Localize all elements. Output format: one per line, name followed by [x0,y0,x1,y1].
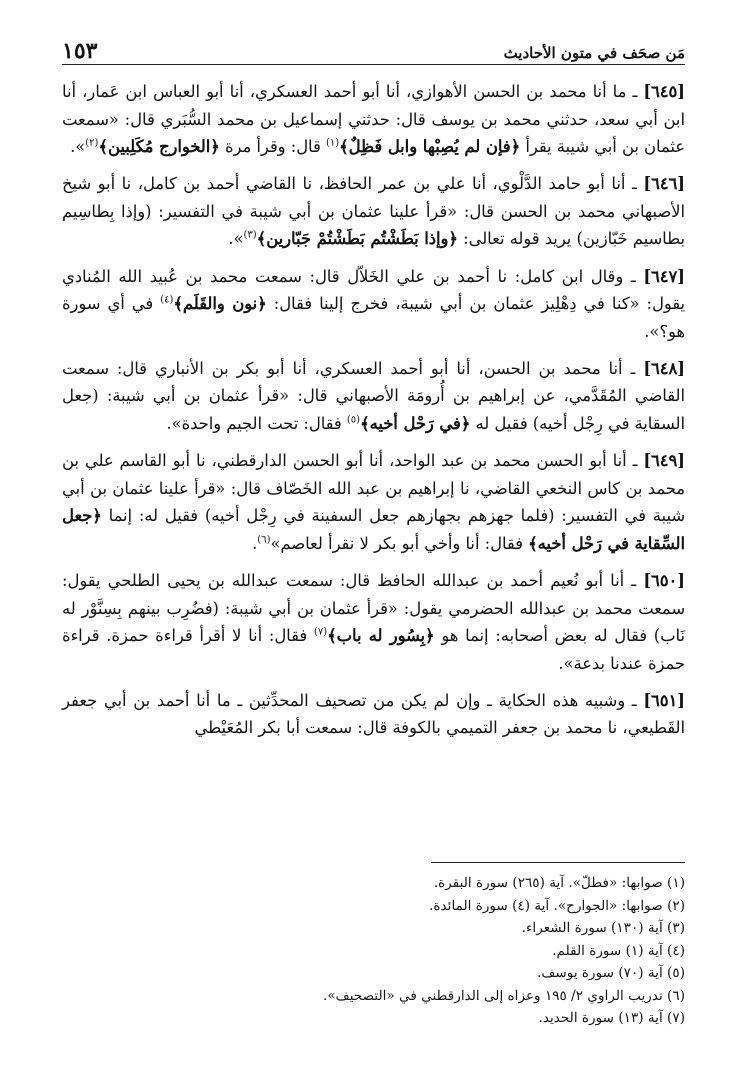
footnote: (٥) آية (٧٠) سورة يوسف. [537,965,685,981]
footnote-reference: (١) [325,137,340,149]
paragraph [62,687,685,742]
text-segment: قال: وقرأ مرة [219,137,326,157]
paragraph-number: [٦٤٦] [643,174,685,194]
paragraph [62,567,685,677]
paragraph [62,170,685,253]
running-title: مَن صحَف في متون الأحاديث [503,44,685,62]
paragraph-number: [٦٤٨] [643,358,685,378]
footnote-reference: (٣) [243,230,257,242]
page-number: ١٥٣ [62,38,98,64]
text-segment: ». [228,229,244,249]
paragraph [62,78,685,161]
footnote-reference: (٤) [160,294,174,306]
text-segment: ـ أنا أبو حامد الدَّلْوي، أنا علي بن عمر الحافظ، نا القاضي أحمد بن كامل، نا أبو شيخ الأصبهاني محمد بن الحسن قال: «قرأ علينا عثمان بن أبي شيبة في التفسير: (وإذا بِطاسِيم بطاسيم خَبّازين) يريد قوله تعالى: [62,174,685,249]
text-segment: ـ أنا أبو الحسن محمد بن عبد الواحد، أنا أبو الحسن الدارقطني، نا أبو القاسم علي بن محمد بن كاس النخعي القاضي، نا إبراهيم بن عبد الله الخَصّاف قال: «قرأ علينا عثمان بن أبي شيبة في التفسير: (فلما جهزهم بجهازهم جعل السفينة في رِجْل أخيه) فقيل له: إنما [62,451,685,526]
text-segment: فقال: أنا لا أقرأ قراءة حمزة. قراءة حمزة عندنا بدعة». [62,626,685,673]
quran-quote: ﴿وإذا بَطَشْتُم بَطَشْتُمْ جَبّارين﴾ [256,229,458,249]
text-segment: في أي سورة هو؟». [62,294,685,341]
text-segment: . [252,533,258,553]
footnote: (٦) تدريب الراوي ٢/ ١٩٥ وعزاه إلى الدارقطني في «التصحيف». [323,987,685,1004]
paragraph-number: [٦٤٧] [643,266,685,286]
text-segment: ـ وقال ابن كامل: نا أحمد بن علي الخَلاّل قال: سمعت محمد بن عُبيد الله المُنادي يقول: «كنا في دِهْلِيز عثمان بن أبي شيبة، فخرج إلينا فقال: [62,266,685,314]
footnote: (٢) صوابها: «الجوارح». آية (٤) سورة المائدة. [429,897,685,914]
paragraph [62,263,685,346]
footnotes [62,872,685,1030]
paragraph [62,355,685,438]
paragraph-number: [٦٥١] [643,690,685,710]
text-segment: فقال: أنا وأخي أبو بكر لا نقرأ لعاصم» [270,533,529,553]
quran-quote: ﴿بِسُور له باب﴾ [327,626,435,646]
quran-quote: ﴿نون والقَلَم﴾ [173,294,267,314]
footnote: (٣) آية (١٣٠) سورة الشعراء. [521,920,685,936]
footnote: (٧) آية (١٣) سورة الحديد. [538,1010,685,1026]
page-header [62,40,685,65]
footnote-reference: (٥) [346,414,361,426]
text-segment: ـ أنا أبو نُعيم أحمد بن عبدالله الحافظ قال: سمعت عبدالله بن يحيى الطلحي يقول: سمعت محمد بن عبدالله الحضرمي يقول: «قرأ عثمان بن أبي شيبة: (فضُرِب بينهم بِسِنَّوْر له نَاب) فقال له بعض أصحابه: إنما هو [62,571,685,646]
paragraph-number: [٦٤٩] [643,451,685,471]
footnote-reference: (٧) [313,626,328,638]
text-segment: ـ وشبيه هذه الحكاية ـ وإن لم يكن من تصحيف المحدِّثين ـ ما أنا أحمد بن أبي جعفر القَطيعي، نا محمد بن جعفر التميمي بالكوفة قال: سمعت أبا بكر المُعَيْطي [62,690,685,738]
quran-quote: ﴿جعل السِّقاية في رَحْل أخيه﴾ [62,506,685,553]
paragraph-number: [٦٤٥] [643,82,685,101]
text-segment: فقال: تحت الجيم واحدة». [166,414,347,434]
footnote: (٤) آية (١) سورة القلم. [552,942,685,959]
footnote: (١) صوابها: «فطلّ». آية (٢٦٥) سورة البقرة. [433,875,685,891]
footnote-reference: (٢) [85,137,99,149]
footnote-reference: (٦) [257,534,271,546]
quran-quote: ﴿الخوارج مُكَلِبين﴾ [98,137,220,157]
footnote-separator [431,862,685,863]
paragraph-number: [٦٥٠] [643,571,685,590]
text-segment: ». [70,137,86,157]
quran-quote: ﴿في رَحْل أخيه﴾ [360,414,471,434]
quran-quote: ﴿فإن لم يُصِبْها وابل فَظِلٌ﴾ [339,137,521,157]
main-text [62,78,685,752]
paragraph [62,447,685,557]
text-segment: ـ أنا محمد بن الحسن، أنا أبو أحمد العسكري، أنا أبو بكر بن الأنباري قال: سمعت القاضي المُقَدَّمي، عن إبراهيم بن أُرومَة الأصبهاني قال: «قرأ عثمان بن أبي شيبة: (جعل السقاية في رِجْل أخيه) فقيل له [62,358,685,434]
text-segment: ـ ما أنا محمد بن الحسن الأهوازي، أنا أبو أحمد العسكري، أنا أبو العباس ابن عَمار، أنا ابن أبي سعد، حدثني محمد بن يوسف قال: حدثني إسماعيل بن محمد السُّبَري قال: «سمعت عثمان بن أبي شيبة يقرأ [62,82,685,157]
